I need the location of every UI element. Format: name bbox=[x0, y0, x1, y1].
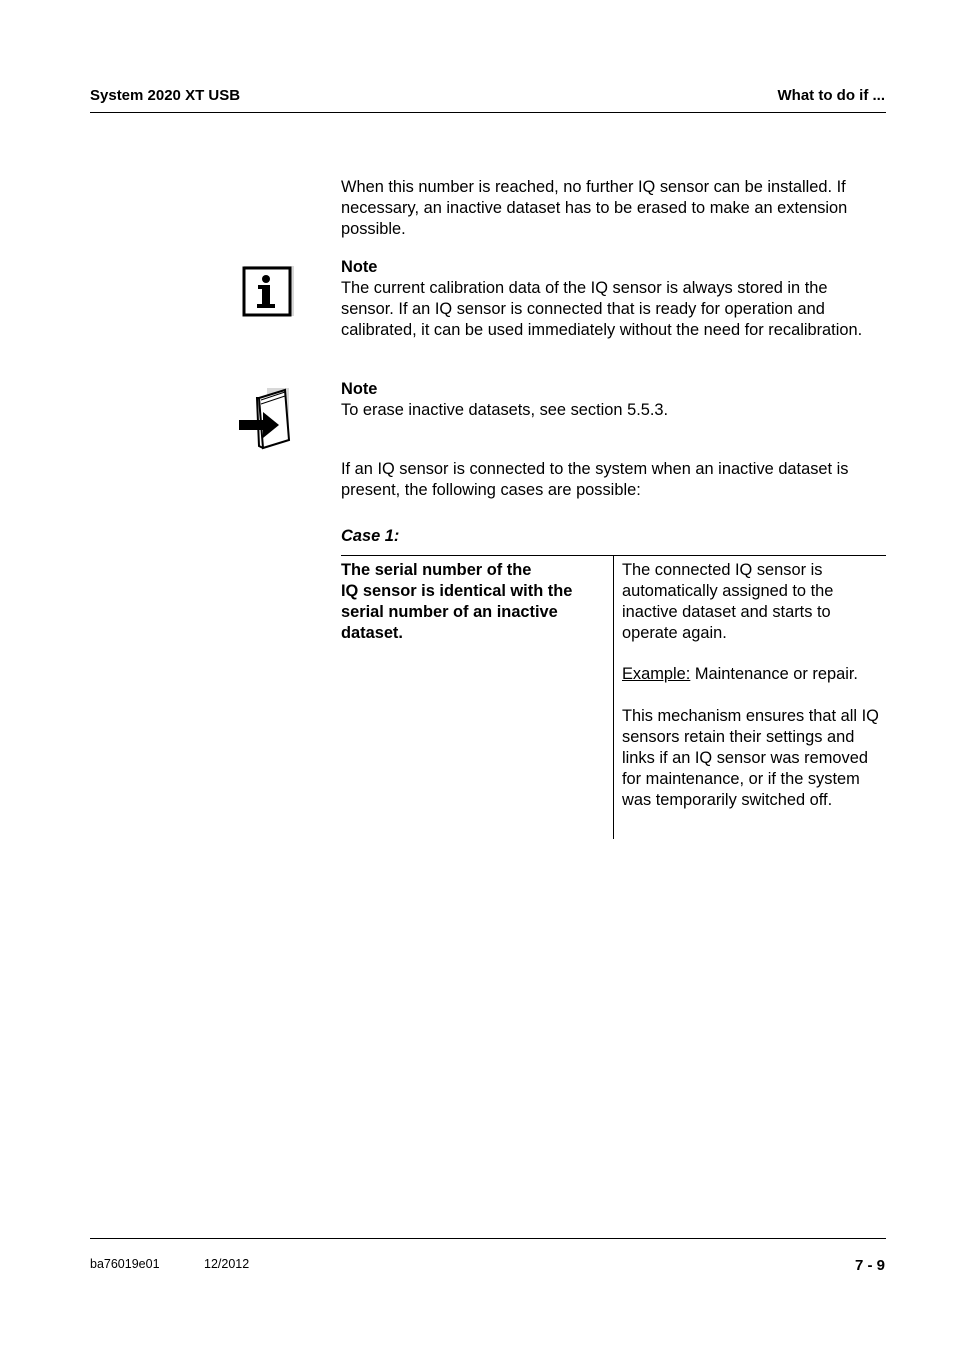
example-label: Example: bbox=[622, 665, 691, 683]
case1-example bbox=[622, 664, 886, 685]
cases-intro: If an IQ sensor is connected to the system when an inactive dataset is present, the following cases are possible: bbox=[341, 460, 849, 499]
header-title: System 2020 XT USB bbox=[90, 87, 241, 104]
note2-title: Note bbox=[341, 380, 378, 398]
case1-heading: Case 1: bbox=[341, 527, 400, 545]
case1-condition-line: dataset. bbox=[341, 624, 403, 642]
case1-mechanism: This mechanism ensures that all IQ sensors retain their settings and links if an IQ sensor was removed for maintenance, or if the system was temporarily switched off. bbox=[622, 707, 879, 809]
case-table-divider bbox=[613, 555, 614, 839]
case1-result: The connected IQ sensor is automatically assigned to the inactive dataset and starts to operate again. bbox=[622, 561, 834, 642]
intro-paragraph: When this number is reached, no further IQ sensor can be installed. If necessary, an inactive dataset has to be erased to make an extension possible. bbox=[341, 178, 848, 238]
example-text: Maintenance or repair. bbox=[690, 665, 858, 683]
case1-condition bbox=[341, 560, 609, 644]
note1-title: Note bbox=[341, 258, 378, 276]
header-section: What to do if ... bbox=[777, 87, 885, 104]
footer-rule bbox=[90, 1238, 886, 1239]
footer-doc-id: ba76019e01 bbox=[90, 1257, 160, 1271]
note1-text: The current calibration data of the IQ sensor is always stored in the sensor. If an IQ sensor is connected that is ready for operation and calibrated, it can be used immediately without the need for recalibration. bbox=[341, 279, 863, 339]
footer-date: 12/2012 bbox=[204, 1257, 250, 1271]
header-rule bbox=[90, 112, 886, 113]
case1-condition-line: serial number of an inactive bbox=[341, 603, 558, 621]
book-reference-icon bbox=[237, 384, 295, 452]
case1-condition-line: The serial number of the bbox=[341, 561, 532, 579]
page-number: 7 - 9 bbox=[854, 1257, 885, 1274]
note2-text: To erase inactive datasets, see section 5.5.3. bbox=[341, 401, 669, 419]
case1-condition-line: IQ sensor is identical with the bbox=[341, 582, 573, 600]
info-icon bbox=[242, 264, 296, 318]
